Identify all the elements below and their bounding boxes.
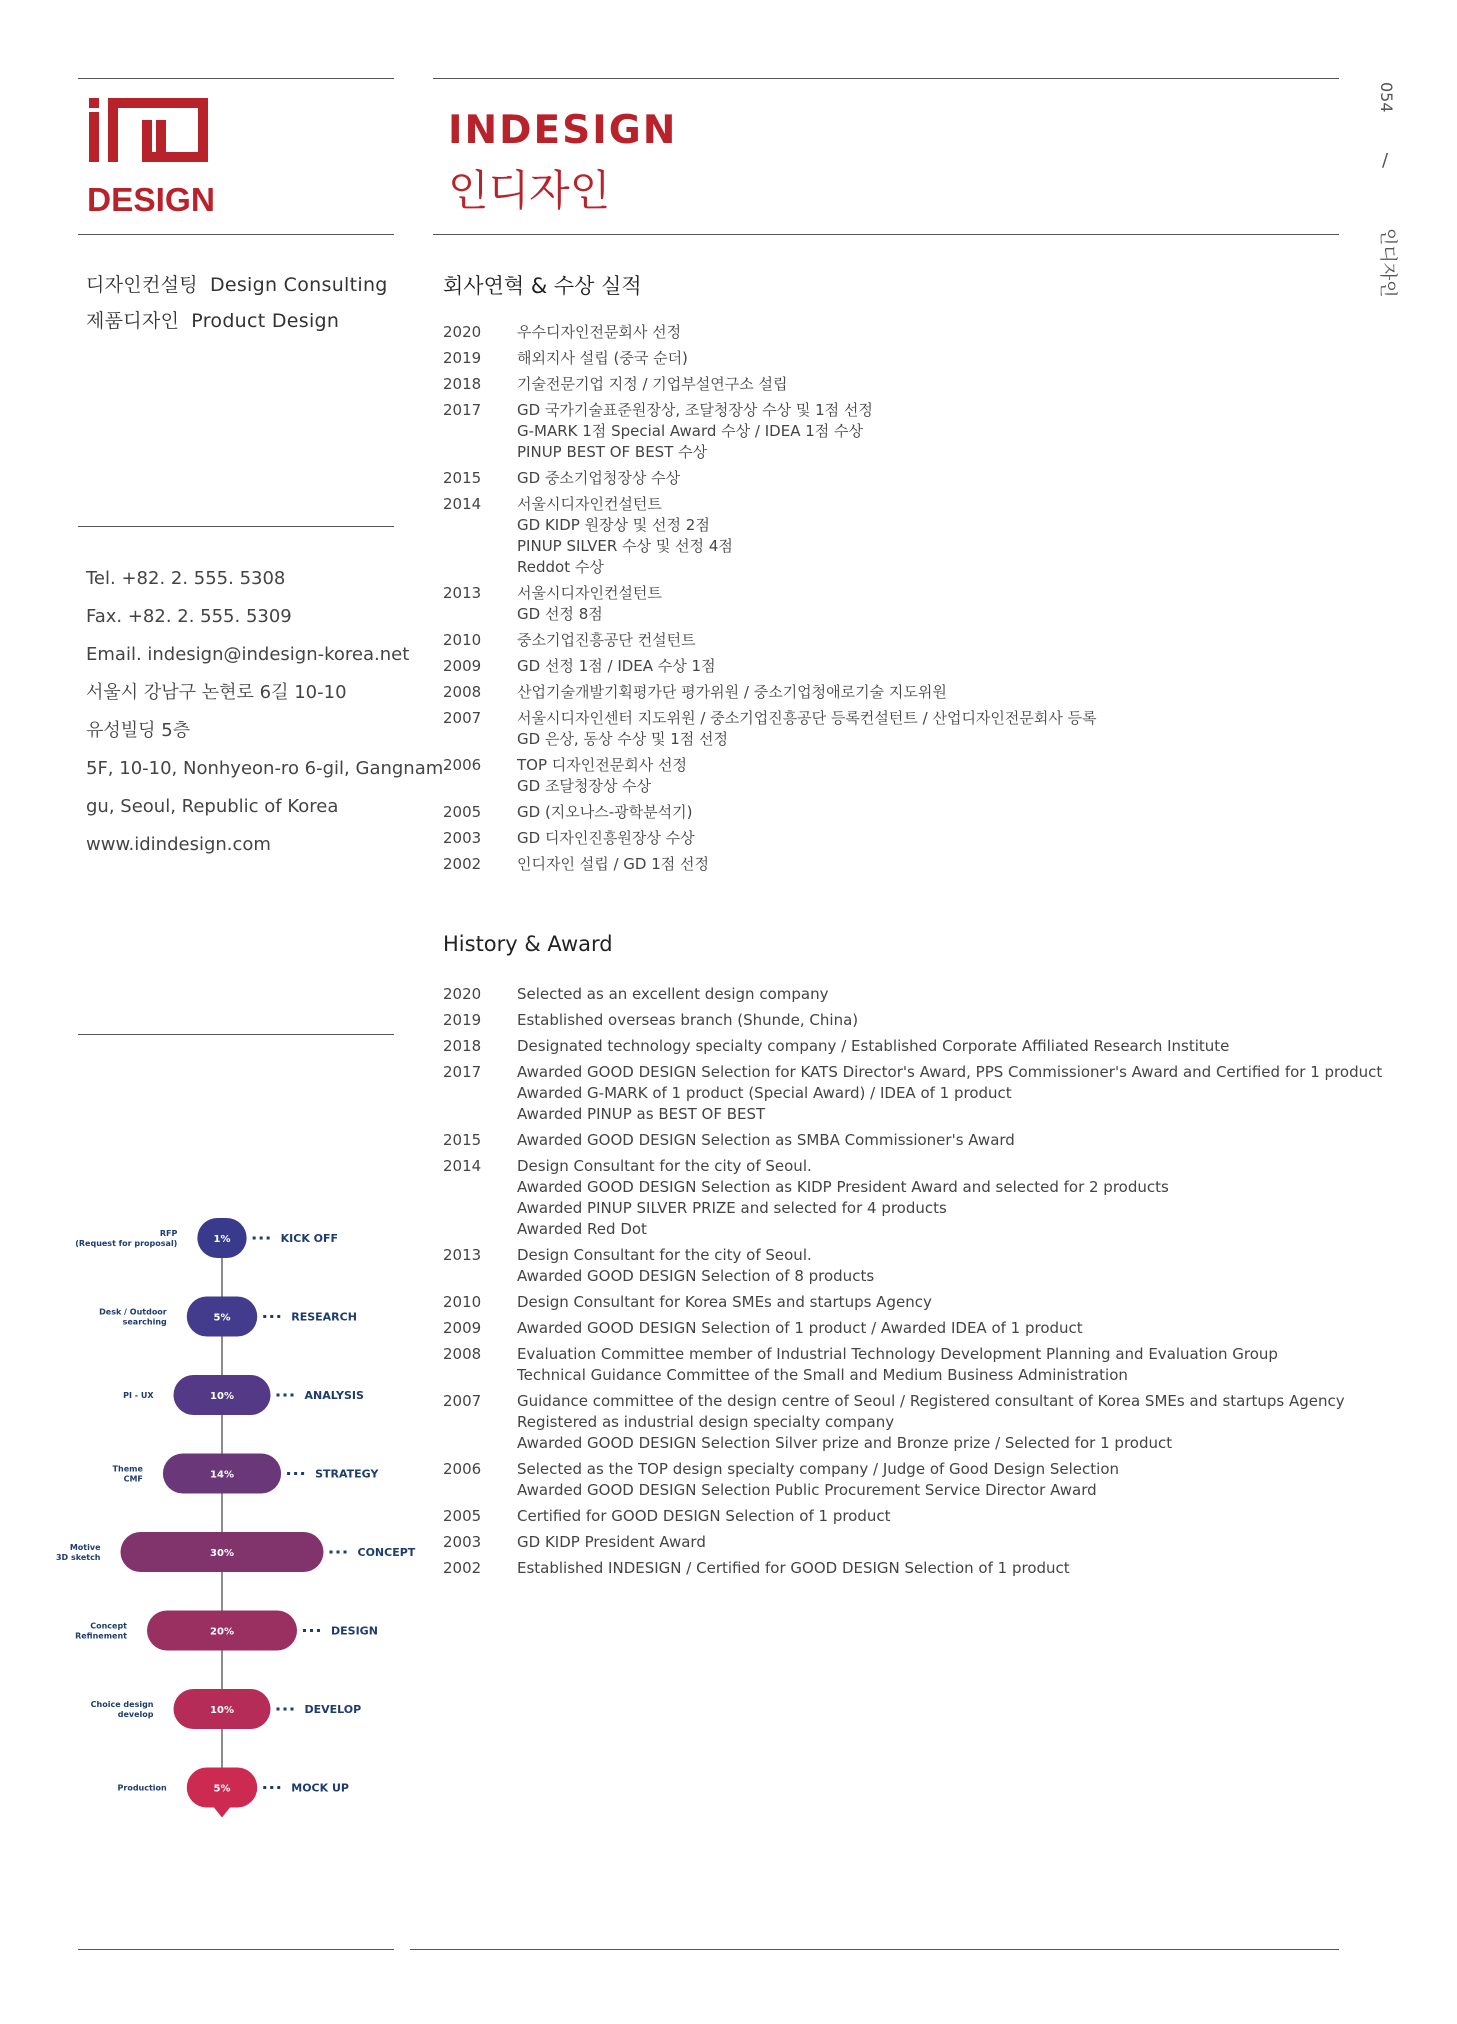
history-year: 2017 — [443, 401, 482, 419]
history-line: GD 선정 8점 — [517, 605, 603, 623]
history-lines — [517, 1036, 1343, 1057]
history-year: 2006 — [443, 756, 482, 774]
history-lines — [517, 656, 1343, 677]
service-item — [86, 270, 388, 297]
address-ko-1: 서울시 강남구 논현로 6길 10-10 — [86, 682, 347, 703]
header-rule-right — [433, 234, 1339, 235]
process-input-label: Production — [117, 1783, 167, 1793]
history-lines — [517, 682, 1343, 703]
history-row — [443, 1130, 1343, 1151]
history-row — [443, 1344, 1343, 1386]
history-row — [443, 583, 1343, 625]
history-line: GD 디자인진흥원장상 수상 — [517, 829, 695, 847]
history-year: 2006 — [443, 1460, 482, 1478]
history-row — [443, 1010, 1343, 1031]
history-line: 서울시디자인센터 지도위원 / 중소기업진흥공단 등록컨설턴트 / 산업디자인전문회사 등록 — [517, 709, 1097, 727]
history-year: 2019 — [443, 349, 482, 367]
running-title: 인디자인 — [1377, 228, 1398, 298]
logo-text: DESIGN — [87, 181, 215, 218]
history-line: 우수디자인전문회사 선정 — [517, 323, 682, 341]
process-stage — [75, 1611, 378, 1651]
fax: Fax. +82. 2. 555. 5309 — [86, 606, 292, 627]
history-row — [443, 1459, 1343, 1501]
history-line: GD KIDP 원장상 및 선정 2점 — [517, 516, 710, 534]
history-line: PINUP SILVER 수상 및 선정 4점 — [517, 537, 733, 555]
process-stage-label: MOCK UP — [291, 1781, 349, 1795]
history-lines — [517, 348, 1343, 369]
history-line: Awarded Red Dot — [517, 1220, 647, 1238]
process-input-label: Motive — [69, 1543, 101, 1552]
page-slash: / — [1382, 150, 1389, 171]
history-line: Awarded GOOD DESIGN Selection Public Procurement Service Director Award — [517, 1481, 1097, 1499]
history-row — [443, 1156, 1343, 1240]
history-line: Design Consultant for the city of Seoul. — [517, 1157, 812, 1175]
process-percent: 5% — [213, 1312, 231, 1324]
process-stage-label: ANALYSIS — [304, 1389, 364, 1402]
bottom-rule-left — [78, 1949, 394, 1950]
history-year: 2013 — [443, 584, 482, 602]
history-year: 2010 — [443, 631, 482, 649]
history-year: 2018 — [443, 1037, 482, 1055]
history-lines — [517, 374, 1343, 395]
company-logo — [86, 98, 218, 218]
history-year: 2003 — [443, 829, 482, 847]
process-percent: 30% — [210, 1548, 234, 1559]
contact-block — [86, 560, 450, 864]
history-lines — [517, 1292, 1343, 1313]
address-ko-2: 유성빌딩 5층 — [86, 720, 191, 741]
history-row — [443, 802, 1343, 823]
process-percent: 10% — [210, 1391, 234, 1402]
history-lines — [517, 755, 1343, 797]
history-year: 2002 — [443, 855, 482, 873]
history-row — [443, 656, 1343, 677]
history-line: Established INDESIGN / Certified for GOOD DESIGN Selection of 1 product — [517, 1559, 1070, 1577]
history-row — [443, 984, 1343, 1005]
history-row — [443, 828, 1343, 849]
history-row — [443, 630, 1343, 651]
history-year: 2020 — [443, 323, 482, 341]
history-row — [443, 1245, 1343, 1287]
history-lines — [517, 1532, 1343, 1553]
service-en: Design Consulting — [209, 274, 388, 296]
history-line: Established overseas branch (Shunde, China) — [517, 1011, 859, 1029]
process-stage — [123, 1375, 364, 1415]
top-rule-right — [433, 78, 1339, 79]
history-row — [443, 348, 1343, 369]
history-line: GD 선정 1점 / IDEA 수상 1점 — [517, 657, 716, 675]
history-line: Awarded PINUP as BEST OF BEST — [517, 1105, 766, 1123]
tel: Tel. +82. 2. 555. 5308 — [86, 568, 286, 589]
history-row — [443, 1318, 1343, 1339]
address-en-2: gu, Seoul, Republic of Korea — [86, 796, 339, 817]
history-line: Awarded GOOD DESIGN Selection as SMBA Commissioner's Award — [517, 1131, 1015, 1149]
history-year: 2008 — [443, 683, 482, 701]
process-stage-label: DEVELOP — [304, 1703, 362, 1716]
process-input-label: Concept — [90, 1621, 127, 1631]
process-stage — [113, 1454, 380, 1494]
history-row — [443, 682, 1343, 703]
history-row — [443, 854, 1343, 875]
history-line: Awarded GOOD DESIGN Selection of 8 products — [517, 1267, 875, 1285]
history-year: 2005 — [443, 803, 482, 821]
history-ko-title: 회사연혁 & 수상 실적 — [443, 274, 642, 298]
history-row — [443, 1532, 1343, 1553]
history-year: 2018 — [443, 375, 482, 393]
history-line: 서울시디자인컨설턴트 — [517, 584, 662, 602]
service-item — [86, 306, 339, 333]
history-line: GD 조달청장상 수상 — [517, 777, 652, 795]
history-year: 2009 — [443, 657, 482, 675]
process-input-label: develop — [117, 1710, 154, 1719]
history-year: 2007 — [443, 1392, 482, 1410]
history-row — [443, 1292, 1343, 1313]
history-lines — [517, 1318, 1343, 1339]
history-lines — [517, 494, 1343, 578]
email[interactable]: Email. indesign@indesign-korea.net — [86, 644, 410, 665]
history-line: Reddot 수상 — [517, 558, 604, 576]
page-number: 054 — [1377, 82, 1396, 113]
history-line: GD KIDP President Award — [517, 1533, 706, 1551]
history-year: 2013 — [443, 1246, 482, 1264]
history-lines — [517, 854, 1343, 875]
history-line: TOP 디자인전문회사 선정 — [517, 756, 687, 774]
history-line: Awarded GOOD DESIGN Selection of 1 product / Awarded IDEA of 1 product — [517, 1319, 1083, 1337]
history-row — [443, 1036, 1343, 1057]
process-stage-label: CONCEPT — [357, 1546, 416, 1559]
history-line: 중소기업진흥공단 컨설턴트 — [517, 631, 696, 649]
history-lines — [517, 1459, 1343, 1501]
history-line: Technical Guidance Committee of the Small and Medium Business Administration — [517, 1366, 1128, 1384]
history-line: Selected as an excellent design company — [517, 985, 829, 1003]
history-line: 해외지사 설립 (중국 순더) — [517, 349, 688, 367]
history-lines — [517, 708, 1343, 750]
process-stage — [118, 1768, 349, 1808]
history-year: 2015 — [443, 1131, 482, 1149]
process-input-label: Choice design — [90, 1700, 154, 1709]
history-row — [443, 400, 1343, 463]
header-rule-left — [78, 234, 394, 235]
history-lines — [517, 828, 1343, 849]
history-line: Awarded GOOD DESIGN Selection for KATS Director's Award, PPS Commissioner's Award and Certified for 1 product — [517, 1063, 1383, 1081]
history-line: 산업기술개발기획평가단 평가위원 / 중소기업청애로기술 지도위원 — [517, 683, 947, 701]
process-arrow-icon — [214, 1808, 230, 1818]
process-input-label: (Request for proposal) — [75, 1239, 178, 1248]
history-line: Selected as the TOP design specialty company / Judge of Good Design Selection — [517, 1460, 1119, 1478]
history-line: GD (지오나스-광학분석기) — [517, 803, 693, 821]
history-line: Design Consultant for the city of Seoul. — [517, 1246, 812, 1264]
history-line: Awarded PINUP SILVER PRIZE and selected for 4 products — [517, 1199, 947, 1217]
history-line: G-MARK 1점 Special Award 수상 / IDEA 1점 수상 — [517, 422, 864, 440]
process-stage-label: STRATEGY — [315, 1467, 379, 1481]
history-lines — [517, 1130, 1343, 1151]
history-year: 2010 — [443, 1293, 482, 1311]
history-line: 기술전문기업 지정 / 기업부설연구소 설립 — [517, 375, 788, 393]
services-rule — [78, 526, 394, 527]
process-percent: 10% — [210, 1705, 234, 1716]
history-line: Guidance committee of the design centre of Seoul / Registered consultant of Korea SMEs and startups Agency — [517, 1392, 1345, 1410]
history-lines — [517, 322, 1343, 343]
history-row — [443, 1558, 1343, 1579]
history-row — [443, 468, 1343, 489]
history-lines — [517, 1245, 1343, 1287]
history-line: 서울시디자인컨설턴트 — [517, 495, 662, 513]
process-stage-label: DESIGN — [331, 1624, 378, 1638]
history-line: PINUP BEST OF BEST 수상 — [517, 443, 708, 461]
process-stage — [75, 1218, 338, 1258]
history-year: 2020 — [443, 985, 482, 1003]
process-stage — [56, 1532, 416, 1572]
history-year: 2002 — [443, 1559, 482, 1577]
process-percent: 1% — [213, 1234, 231, 1245]
process-percent: 20% — [210, 1626, 234, 1638]
website[interactable]: www.idindesign.com — [86, 834, 271, 855]
history-year: 2007 — [443, 709, 482, 727]
history-en-title: History & Award — [443, 932, 613, 956]
design-process-diagram — [40, 1200, 460, 1850]
history-year: 2017 — [443, 1063, 482, 1081]
history-row — [443, 1062, 1383, 1125]
history-line: 인디자인 설립 / GD 1점 선정 — [517, 855, 710, 873]
history-line: GD 국가기술표준원장상, 조달청장상 수상 및 1점 선정 — [517, 401, 873, 419]
service-ko: 디자인컨설팅 — [86, 274, 198, 296]
process-input-label: Refinement — [75, 1631, 127, 1641]
history-row — [443, 1391, 1343, 1454]
history-lines — [517, 1010, 1343, 1031]
history-year: 2014 — [443, 1157, 482, 1175]
history-lines — [517, 400, 1343, 463]
history-line: Designated technology specialty company / Established Corporate Affiliated Research Institute — [517, 1037, 1230, 1055]
history-row — [443, 755, 1343, 797]
process-percent: 5% — [213, 1783, 231, 1795]
history-year: 2003 — [443, 1533, 482, 1551]
history-line: GD 은상, 동상 수상 및 1점 선정 — [517, 730, 728, 748]
history-row — [443, 1506, 1343, 1527]
history-row — [443, 494, 1343, 578]
history-lines — [517, 1156, 1343, 1240]
history-row — [443, 708, 1343, 750]
bottom-rule-right — [410, 1949, 1339, 1950]
history-lines — [517, 802, 1343, 823]
history-lines — [517, 984, 1343, 1005]
history-lines — [517, 1506, 1343, 1527]
process-stage — [91, 1689, 362, 1729]
process-stage-label: KICK OFF — [280, 1232, 339, 1245]
contact-rule — [78, 1034, 394, 1035]
history-line: Certified for GOOD DESIGN Selection of 1 product — [517, 1507, 891, 1525]
history-lines — [517, 468, 1343, 489]
history-line: Registered as industrial design specialty company — [517, 1413, 895, 1431]
process-input-label: Desk / Outdoor — [99, 1307, 167, 1317]
history-line: Evaluation Committee member of Industrial Technology Development Planning and Evaluation Group — [517, 1345, 1278, 1363]
process-input-label: 3D sketch — [55, 1553, 101, 1562]
history-line: Awarded G-MARK of 1 product (Special Award) / IDEA of 1 product — [517, 1084, 1012, 1102]
history-lines — [517, 583, 1343, 625]
top-rule-left — [78, 78, 394, 79]
history-ko-list — [443, 322, 1343, 880]
history-year: 2019 — [443, 1011, 482, 1029]
history-lines — [517, 1558, 1343, 1579]
history-year: 2009 — [443, 1319, 482, 1337]
process-input-label: searching — [122, 1317, 167, 1327]
service-en: Product Design — [191, 310, 340, 332]
brand-name-ko: 인디자인 — [448, 166, 611, 215]
history-lines — [517, 1344, 1343, 1386]
process-stage — [99, 1297, 357, 1337]
history-lines — [517, 1062, 1382, 1125]
process-input-label: PI - UX — [123, 1391, 154, 1400]
history-year: 2005 — [443, 1507, 482, 1525]
history-line: Design Consultant for Korea SMEs and startups Agency — [517, 1293, 932, 1311]
history-year: 2014 — [443, 495, 482, 513]
history-row — [443, 374, 1343, 395]
history-line: GD 중소기업청장상 수상 — [517, 469, 681, 487]
process-input-label: Theme — [112, 1464, 143, 1474]
history-en-list — [443, 984, 1383, 1584]
history-line: Awarded GOOD DESIGN Selection Silver prize and Bronze prize / Selected for 1 product — [517, 1434, 1173, 1452]
history-year: 2008 — [443, 1345, 482, 1363]
brand-name-en: INDESIGN — [448, 108, 678, 153]
history-row — [443, 322, 1343, 343]
process-input-label: CMF — [123, 1474, 143, 1484]
address-en-1: 5F, 10-10, Nonhyeon-ro 6-gil, Gangnam- — [86, 758, 450, 779]
history-line: Awarded GOOD DESIGN Selection as KIDP President Award and selected for 2 products — [517, 1178, 1169, 1196]
process-stage-label: RESEARCH — [291, 1310, 357, 1324]
history-year: 2015 — [443, 469, 482, 487]
process-percent: 14% — [210, 1469, 234, 1481]
history-lines — [517, 630, 1343, 651]
history-lines — [517, 1391, 1345, 1454]
process-input-label: RFP — [159, 1229, 178, 1238]
service-ko: 제품디자인 — [86, 310, 180, 332]
